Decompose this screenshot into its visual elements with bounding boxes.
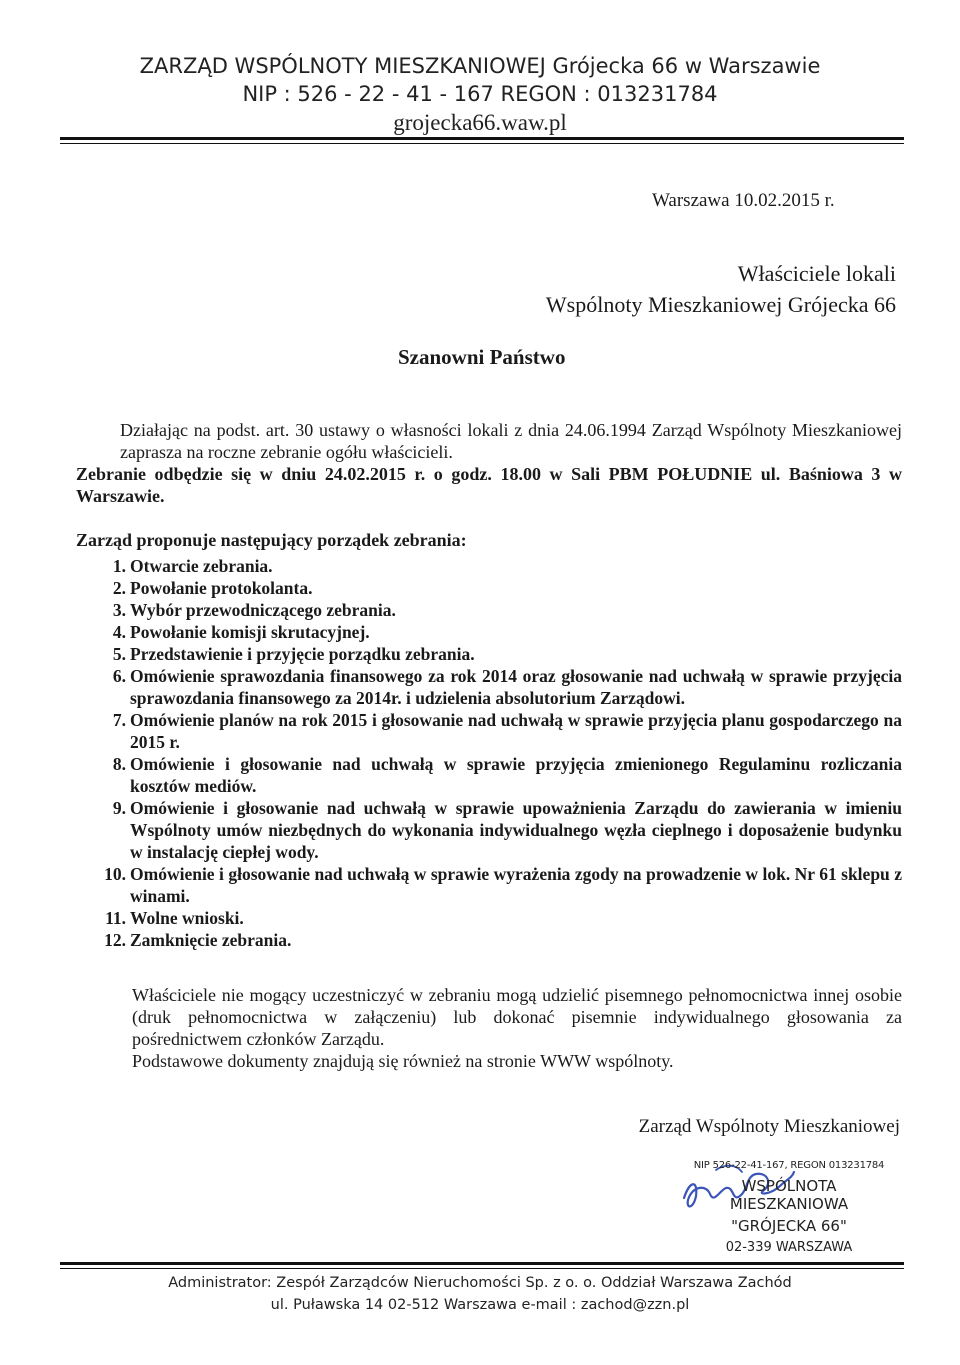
- letterhead-url: grojecka66.waw.pl: [393, 110, 567, 135]
- meeting-details: Zebranie odbędzie się w dniu 24.02.2015 r. o godz. 18.00 w Sali PBM POŁUDNIE ul. Baśniowa 3 w Warszawie.: [76, 464, 902, 506]
- agenda-item-number: 1.: [112, 556, 126, 576]
- agenda-item-text: Wolne wnioski.: [130, 908, 244, 928]
- agenda-item: [66, 643, 902, 665]
- recipient-line-2: Wspólnoty Mieszkaniowej Grójecka 66: [545, 292, 896, 317]
- agenda-item-number: 3.: [112, 600, 126, 620]
- agenda-title: Zarząd proponuje następujący porządek zebrania:: [76, 530, 467, 550]
- agenda-item: [66, 753, 902, 797]
- agenda-item: [66, 621, 902, 643]
- agenda-item: [66, 863, 902, 907]
- agenda-item-text: Otwarcie zebrania.: [130, 556, 273, 576]
- footer-administrator: Administrator: Zespół Zarządców Nieruchomości Sp. z o. o. Oddział Warszawa Zachód: [168, 1275, 792, 1291]
- agenda-item-text: Wybór przewodniczącego zebrania.: [130, 600, 396, 620]
- agenda-item-number: 8.: [112, 754, 126, 774]
- recipient: [546, 258, 896, 320]
- salutation: Szanowni Państwo: [398, 345, 566, 369]
- agenda-item-text: Omówienie i głosowanie nad uchwałą w sprawie wyrażenia zgody na prowadzenie w lok. Nr 61 sklepu z winami.: [130, 864, 902, 906]
- agenda-list: [66, 555, 902, 951]
- header-rule-thin: [60, 143, 904, 144]
- agenda-item-text: Zamknięcie zebrania.: [130, 930, 292, 950]
- agenda-item-text: Omówienie i głosowanie nad uchwałą w sprawie upoważnienia Zarządu do zawierania w imieniu Wspólnoty umów niezbędnych do wykonania indywidualnego węzła cieplnego i doposażenie budynku w instalację ciepłej wody.: [130, 798, 902, 862]
- stamp-name: WSPÓLNOTA MIESZKANIOWA: [729, 1177, 849, 1213]
- documents-note: Podstawowe dokumenty znajdują się również na stronie WWW wspólnoty.: [132, 1051, 674, 1071]
- closing-paragraph: [62, 984, 902, 1072]
- agenda-item-number: 12.: [104, 930, 126, 950]
- footer-rule-thin: [60, 1268, 904, 1269]
- proxy-note: Właściciele nie mogący uczestniczyć w zebraniu mogą udzielić pisemnego pełnomocnictwa innej osobie (druk pełnomocnictwa w załączeniu) lub dokonać pisemnie indywidualnego głosowania za pośrednictwem członków Zarządu.: [132, 985, 902, 1049]
- intro-paragraph: [62, 419, 902, 507]
- agenda-item: [66, 577, 902, 599]
- agenda-item: [66, 797, 902, 863]
- agenda-item: [66, 555, 902, 577]
- agenda-item: [66, 907, 902, 929]
- header-rule-thick: [60, 137, 904, 140]
- agenda-item-text: Powołanie komisji skrutacyjnej.: [130, 622, 370, 642]
- stamp-postal-city: 02-339 WARSZAWA: [725, 1240, 853, 1255]
- agenda-item-number: 5.: [112, 644, 126, 664]
- agenda-item: [66, 709, 902, 753]
- signature-block: Zarząd Wspólnoty Mieszkaniowej: [638, 1116, 900, 1137]
- intro-text: Działając na podst. art. 30 ustawy o własności lokali z dnia 24.06.1994 Zarząd Wspólnoty Mieszkaniowej zaprasza na roczne zebranie ogółu właścicieli.: [120, 420, 902, 462]
- footer: [0, 1272, 960, 1316]
- agenda-item-number: 2.: [112, 578, 126, 598]
- letter-date: Warszawa 10.02.2015 r.: [652, 190, 835, 211]
- agenda-item-text: Omówienie planów na rok 2015 i głosowanie nad uchwałą w sprawie przyjęcia planu gospodarczego na 2015 r.: [130, 710, 902, 752]
- agenda-item-number: 9.: [112, 798, 126, 818]
- agenda-item: [66, 599, 902, 621]
- recipient-line-1: Właściciele lokali: [737, 261, 896, 286]
- agenda-item-text: Omówienie sprawozdania finansowego za rok 2014 oraz głosowanie nad uchwałą w sprawie przyjęcia sprawozdania finansowego za 2014r. i udzielenia absolutorium Zarządowi.: [130, 666, 902, 708]
- agenda-item-number: 4.: [112, 622, 126, 642]
- organization-stamp: [684, 1160, 894, 1255]
- agenda-item-text: Omówienie i głosowanie nad uchwałą w sprawie przyjęcia zmienionego Regulaminu rozliczania kosztów mediów.: [130, 754, 902, 796]
- agenda-item-text: Przedstawienie i przyjęcie porządku zebrania.: [130, 644, 475, 664]
- agenda-item: [66, 665, 902, 709]
- letterhead-nip-regon: NIP : 526 - 22 - 41 - 167 REGON : 013231784: [242, 82, 718, 106]
- agenda-item-number: 10.: [104, 864, 126, 884]
- agenda-item-text: Powołanie protokolanta.: [130, 578, 313, 598]
- footer-address: ul. Puławska 14 02-512 Warszawa e-mail : zachod@zzn.pl: [270, 1297, 690, 1313]
- letterhead: [0, 52, 960, 138]
- stamp-nip-regon: NIP 526-22-41-167, REGON 013231784: [693, 1160, 885, 1171]
- agenda-item-number: 7.: [112, 710, 126, 730]
- agenda-item: [66, 929, 902, 951]
- footer-rule-thick: [60, 1262, 904, 1265]
- agenda-item-number: 11.: [105, 908, 126, 928]
- letterhead-title: ZARZĄD WSPÓLNOTY MIESZKANIOWEJ Grójecka 66 w Warszawie: [139, 54, 821, 78]
- stamp-building: "GRÓJECKA 66": [731, 1217, 847, 1235]
- agenda-item-number: 6.: [112, 666, 126, 686]
